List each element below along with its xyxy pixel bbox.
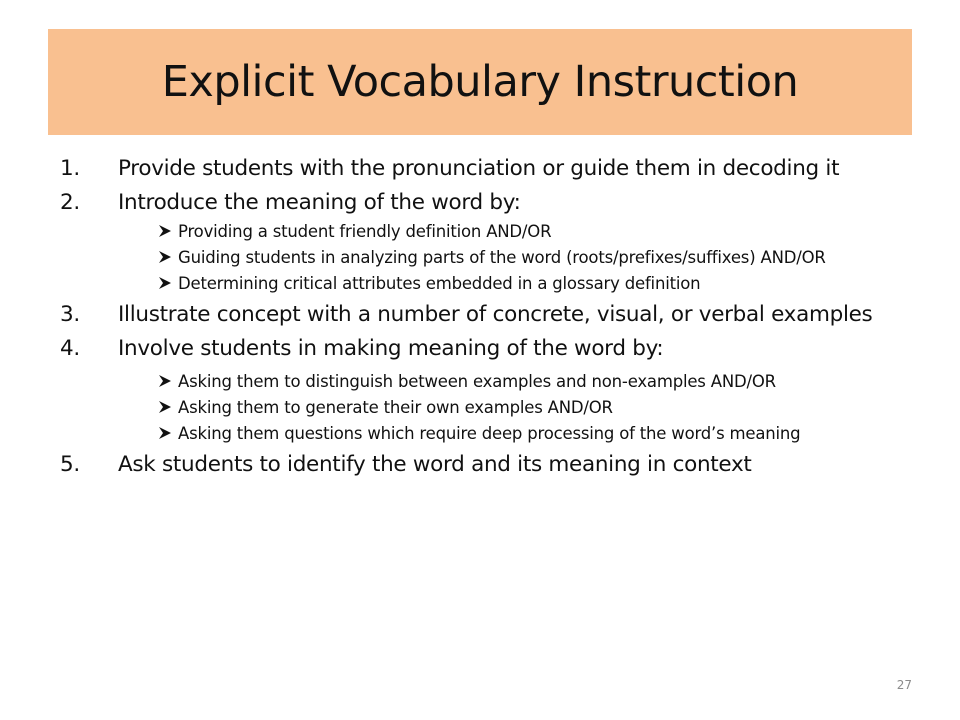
arrow-bullet-icon (158, 400, 172, 414)
sub-list (48, 222, 912, 294)
sub-item-text: Providing a student friendly definition AND/OR (178, 222, 552, 241)
arrow-bullet-icon (158, 426, 172, 440)
list-item (48, 302, 912, 328)
item-text: Ask students to identify the word and its meaning in context (118, 452, 752, 477)
sub-item (48, 274, 912, 294)
sub-list (48, 372, 912, 444)
sub-item-text: Guiding students in analyzing parts of the word (roots/prefixes/suffixes) AND/OR (178, 248, 826, 267)
list-item (48, 452, 912, 478)
arrow-bullet-icon (158, 276, 172, 290)
item-text: Illustrate concept with a number of concrete, visual, or verbal examples (118, 302, 873, 327)
sub-item-text: Asking them questions which require deep processing of the word’s meaning (178, 424, 801, 443)
sub-item-text: Asking them to generate their own examples AND/OR (178, 398, 613, 417)
item-text: Involve students in making meaning of the word by: (118, 336, 664, 361)
arrow-bullet-icon (158, 250, 172, 264)
item-number: 2. (60, 190, 80, 215)
item-number: 1. (60, 156, 80, 181)
arrow-bullet-icon (158, 224, 172, 238)
list-item (48, 156, 912, 182)
sub-item (48, 424, 912, 444)
page-number: 27 (896, 678, 912, 692)
sub-item (48, 248, 912, 268)
sub-item (48, 222, 912, 242)
sub-item-text: Asking them to distinguish between examples and non-examples AND/OR (178, 372, 776, 391)
slide-title: Explicit Vocabulary Instruction (161, 57, 799, 107)
item-number: 4. (60, 336, 80, 361)
arrow-bullet-icon (158, 374, 172, 388)
title-band (48, 29, 912, 135)
item-number: 3. (60, 302, 80, 327)
sub-item (48, 398, 912, 418)
item-number: 5. (60, 452, 80, 477)
list-item (48, 190, 912, 216)
list-item (48, 336, 912, 362)
item-text: Provide students with the pronunciation or guide them in decoding it (118, 156, 840, 181)
sub-item-text: Determining critical attributes embedded in a glossary definition (178, 274, 701, 293)
item-text: Introduce the meaning of the word by: (118, 190, 521, 215)
sub-item (48, 372, 912, 392)
numbered-list (48, 156, 912, 478)
